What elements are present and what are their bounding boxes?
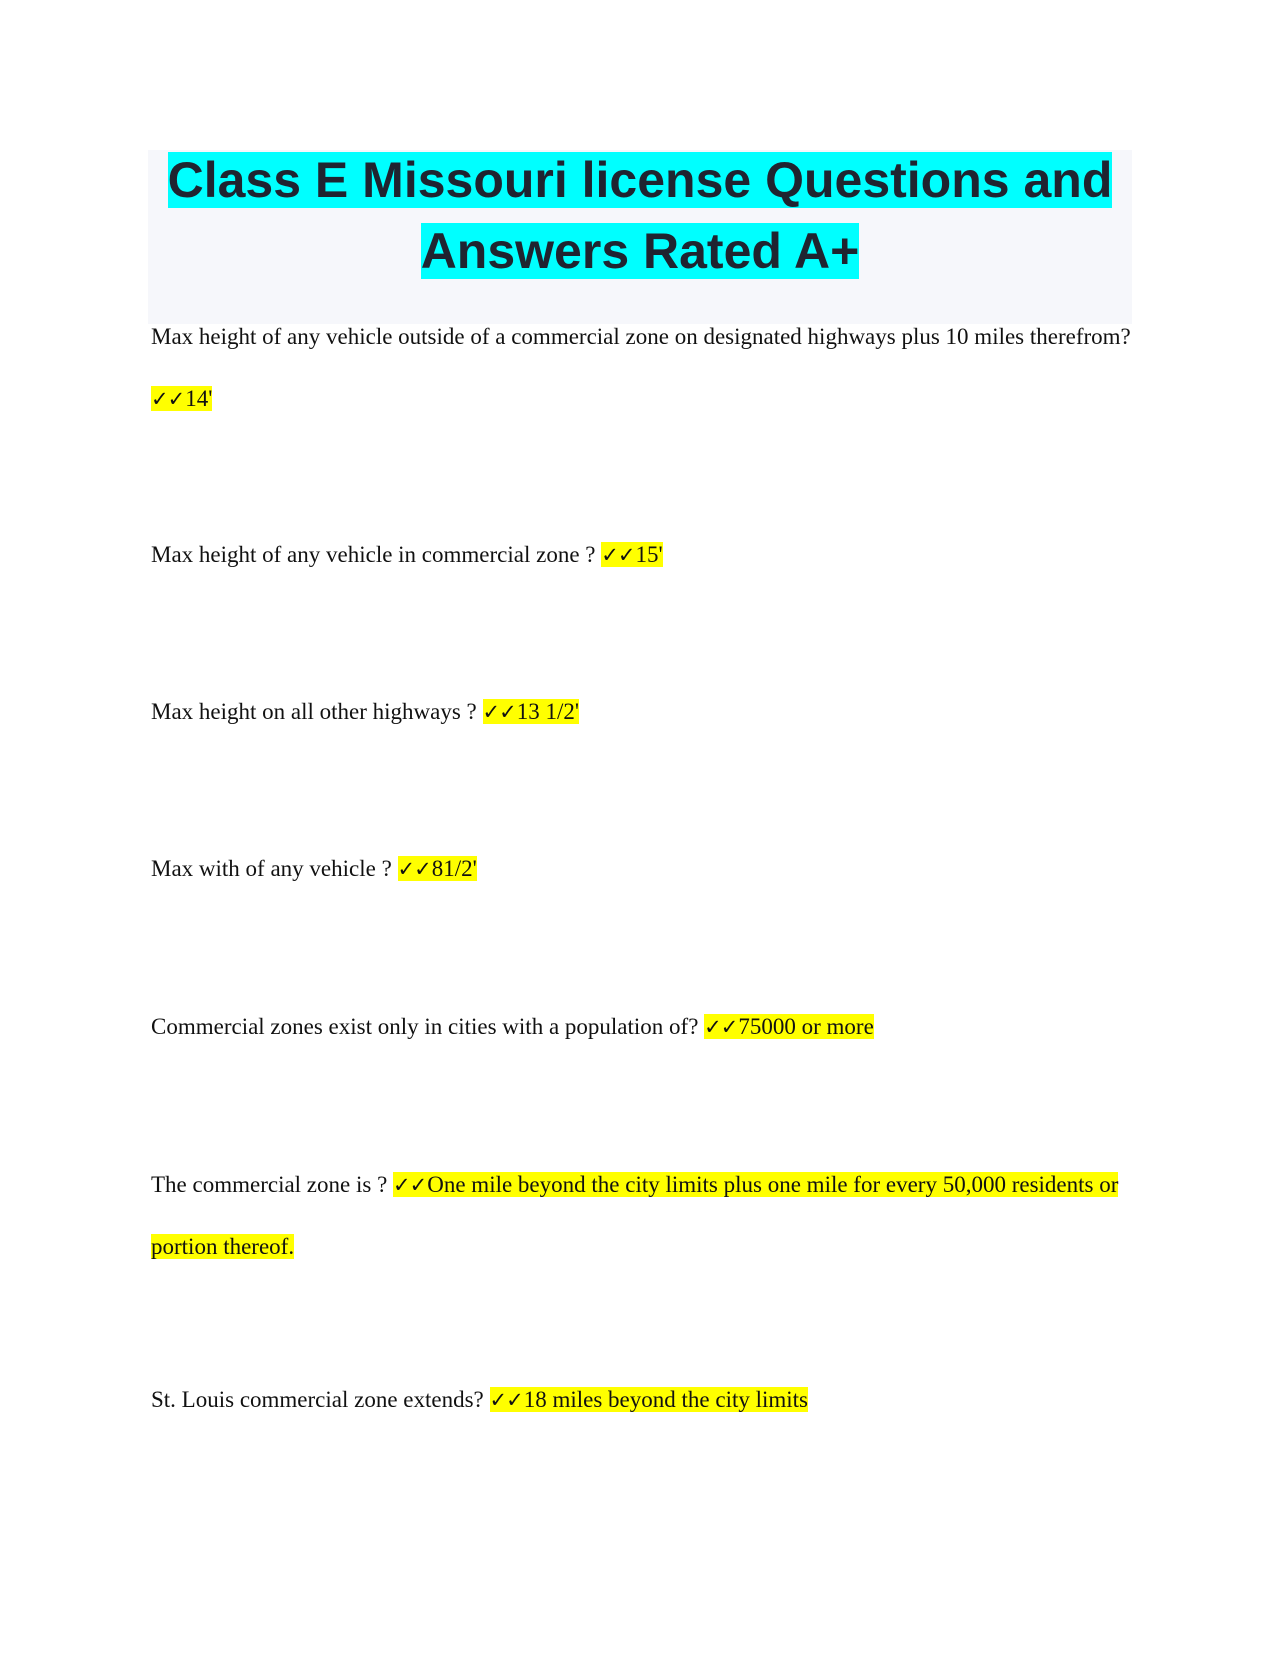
question-text: Max height of any vehicle outside of a commercial zone on designated highways plus 10 miles therefrom? xyxy=(151,324,1131,349)
title-line-1: Class E Missouri license Questions and xyxy=(167,152,1113,208)
double-check-icon: ✓✓ xyxy=(151,387,185,411)
double-check-icon: ✓✓ xyxy=(601,543,635,567)
question-text: The commercial zone is ? xyxy=(151,1172,394,1197)
question-text: Max height on all other highways ? xyxy=(151,699,483,724)
qa-item-7 xyxy=(151,1369,1131,1431)
answer-highlight xyxy=(483,699,580,724)
answer-highlight xyxy=(601,542,662,567)
qa-item-5 xyxy=(151,996,1131,1058)
question-text: Max height of any vehicle in commercial zone ? xyxy=(151,542,602,567)
question-text: Commercial zones exist only in cities with a population of? xyxy=(151,1014,705,1039)
qa-item-6 xyxy=(151,1154,1131,1278)
answer-highlight xyxy=(151,386,212,411)
qa-item-4 xyxy=(151,838,1131,900)
answer-text: 81/2' xyxy=(431,856,477,881)
answer-text: 13 1/2' xyxy=(516,699,580,724)
qa-item-2 xyxy=(151,524,1131,586)
answer-highlight xyxy=(490,1387,808,1412)
answer-text: 75000 or more xyxy=(738,1014,874,1039)
answer-text: 15' xyxy=(635,542,663,567)
answer-highlight xyxy=(398,856,477,881)
question-text: St. Louis commercial zone extends? xyxy=(151,1387,490,1412)
question-text: Max with of any vehicle ? xyxy=(151,856,398,881)
double-check-icon: ✓✓ xyxy=(489,1388,523,1412)
document-title xyxy=(148,150,1132,293)
double-check-icon: ✓✓ xyxy=(397,857,431,881)
answer-text: 14' xyxy=(185,386,213,411)
qa-item-3 xyxy=(151,681,1131,743)
double-check-icon: ✓✓ xyxy=(393,1173,427,1197)
answer-text: One mile beyond the city limits plus one mile for every 50,000 residents or portion thereof. xyxy=(151,1172,1119,1259)
double-check-icon: ✓✓ xyxy=(482,700,516,724)
double-check-icon: ✓✓ xyxy=(704,1015,738,1039)
answer-highlight xyxy=(704,1014,874,1039)
title-block xyxy=(148,150,1132,324)
answer-text: 18 miles beyond the city limits xyxy=(523,1387,808,1412)
title-line-2: Answers Rated A+ xyxy=(420,223,860,279)
qa-item-1 xyxy=(151,306,1131,430)
